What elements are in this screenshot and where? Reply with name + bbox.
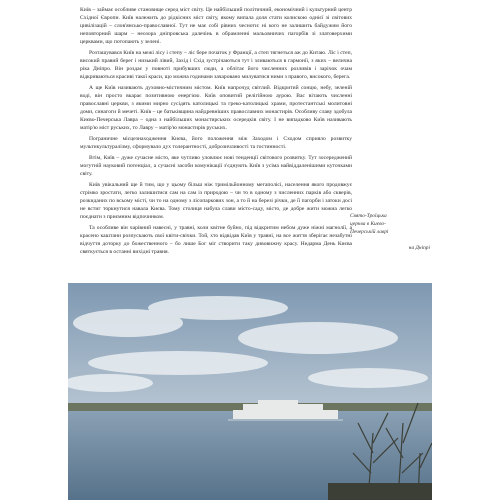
paragraph: Київ увікальний ще й тим, що у цьому більш ніж тримільйонному мегаполісі, населення якого продовжує стрімко зростати, легко залишитися сам на сам із природою – чи то в одному з численних парків або скверів, розкиданих по всьому місті, чи то на одному з лісопаркових зон, а то й на березі річки, де її пагорби і затоки досі не встиг торкнутися навала Києва. Тому столиця набула слави місто-саду, місто, де добре жити можна легко поєднати з приємним відпочинком. xyxy=(80,182,352,220)
caption-line: Свято-Троїцька xyxy=(350,213,387,219)
paragraph: Розташувався Київ на межі лісу і степу – ліс бере початок у Франції, а степ тягнеться аж до Китаю. Ліс і степ, високий правий берег і низький лівий, Захід і Схід зустрічаються тут і зливаються в гармонії, з яких – велична ріка Дніпро. Він роздає у повноті прибувших сюди, а облітає його численних розливів і зарічок очам відкриваються красиві такої краси, що можна годинами зачаровано милуватися ними з правого, високого, берега. xyxy=(80,50,352,80)
photo-caption xyxy=(350,212,430,252)
paragraph: Втім, Київ – дуже сучасне місто, яке чутливо уловлює нові тенденції світового розвитку. Тут зосереджений могутній науковий потенціал, а сучасні засоби комунікації з'єднують Київ з усіма найвіддаленішими куточками світу. xyxy=(80,155,352,177)
caption-line: Печерській лаврі xyxy=(350,229,389,235)
dnipro-river-photo xyxy=(68,283,432,500)
paragraph: А ще Київ називають духовно-містичним містом. Київ напрочуд світлий. Відкритий сонцю, небу, зеленій воді, він просто вкарає позитивною енергією. Київ оповитий релігійною аурою. Вас вітають численні православні церкви, з якими мирно сусідять католицькі та греко-католицькі храми, протестантські молитовні доми, синагоги й мечеті. Київ – це батьківщина найдревніших православних монастирів. Особливу славу здобула Києво-Печерська Лавра – одна з найбільших монастирських осередків світу. І не випадково Київ називають матір'ю міст руських, то Лавру – матір'ю монастирів руських. xyxy=(80,85,352,131)
article-text xyxy=(80,6,352,259)
near-shore xyxy=(328,483,432,500)
paragraph: Київ – займає особливе становище серед міст світу. Це найбільший політичний, економічний і культурний центр Східної Європи. Київ належить до рідкісних міст світу, якому випала доля стати колискою однієї зі світових цивілізацій – слов'янсько-православної. Тут не має собі рівних чесноти: ні кого не залишить байдужим його неповторний шарм – неозора дніпровська далечінь в обрамленні мальовничих пагорбів зі златоверхими церквами, що потопають у зелені. xyxy=(80,7,352,45)
paragraph: Та особливе він чарівний навесні, у травні, коли квітне буйно, під відкритим небом дуже ніжні магнолії, а красено каштани розпускають свої квіти-свічки. Той, хто відвідав Київ у травні, на все життя зберігає незабутні відчуття доторку до божественного – бо лише Бог міг створити таку дивовижну красу. Недарма День Києва святкується в останні вихідні травня. xyxy=(80,225,352,255)
caption-line: церква в Києво- xyxy=(350,221,386,227)
caption-line: на Дніпрі xyxy=(408,245,430,251)
paragraph: Пограничне місцезнаходження Києва, його положення між Заходом і Сходом сприяло розвитку мультикультуралізму, сформувало дух толерантності, доброзичливості та гостинності. xyxy=(80,136,352,150)
